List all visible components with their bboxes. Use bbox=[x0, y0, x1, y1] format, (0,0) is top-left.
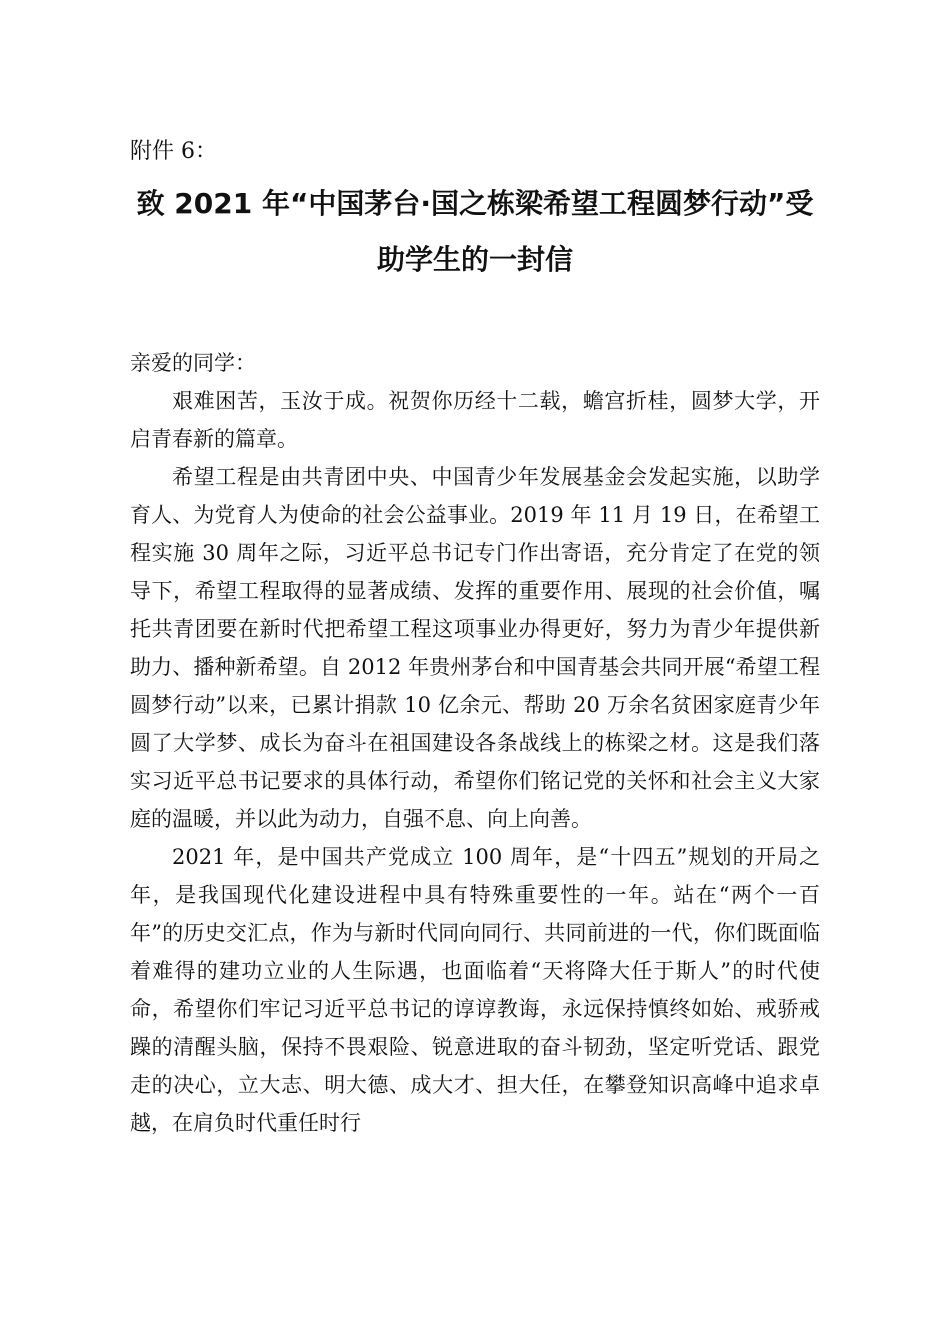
greeting: 亲爱的同学： bbox=[130, 351, 256, 375]
paragraph-2: 希望工程是由共青团中央、中国青少年发展基金会发起实施，以助学育人、为党育人为使命的社会公益事业。2019 年 11 月 19 日，在希望工程实施 30 周年之际，习近平总书记专门作出寄语，充分肯定了在党的领导下，希望工程取得的显著成绩、发挥的重要作用、展现的社会价值，嘱托共青团要在新时代把希望工程这项事业办得更好，努力为青少年提供新助力、播种新希望。自 2012 年贵州茅台和中国青基会共同开展“希望工程圆梦行动”以来，已累计捐款 10 亿余元、帮助 20 万余名贫困家庭青少年圆了大学梦、成长为奋斗在祖国建设各条战线上的栋梁之材。这是我们落实习近平总书记要求的具体行动，希望你们铭记党的关怀和社会主义大家庭的温暖，并以此为动力，自强不息、向上向善。 bbox=[130, 465, 820, 831]
paragraph-3: 2021 年，是中国共产党成立 100 周年，是“十四五”规划的开局之年，是我国现代化建设进程中具有特殊重要性的一年。站在“两个一百年”的历史交汇点，作为与新时代同向同行、共同前进的一代，你们既面临着难得的建功立业的人生际遇，也面临着“天将降大任于斯人”的时代使命，希望你们牢记习近平总书记的谆谆教诲，永远保持慎终如始、戒骄戒躁的清醒头脑，保持不畏艰险、锐意进取的奋斗韧劲，坚定听党话、跟党走的决心，立大志、明大德、成大才、担大任，在攀登知识高峰中追求卓越，在肩负时代重任时行 bbox=[130, 845, 820, 1135]
document-body bbox=[130, 134, 820, 1142]
title-line-1: 致 2021 年“中国茅台·国之栋梁希望工程圆梦行动”受 bbox=[136, 187, 814, 220]
document-title bbox=[130, 176, 820, 288]
title-line-2: 助学生的一封信 bbox=[376, 243, 573, 276]
paragraph-1: 艰难困苦，玉汝于成。祝贺你历经十二载，蟾宫折桂，圆梦大学，开启青春新的篇章。 bbox=[130, 389, 820, 451]
attachment-label: 附件 6： bbox=[130, 139, 217, 164]
